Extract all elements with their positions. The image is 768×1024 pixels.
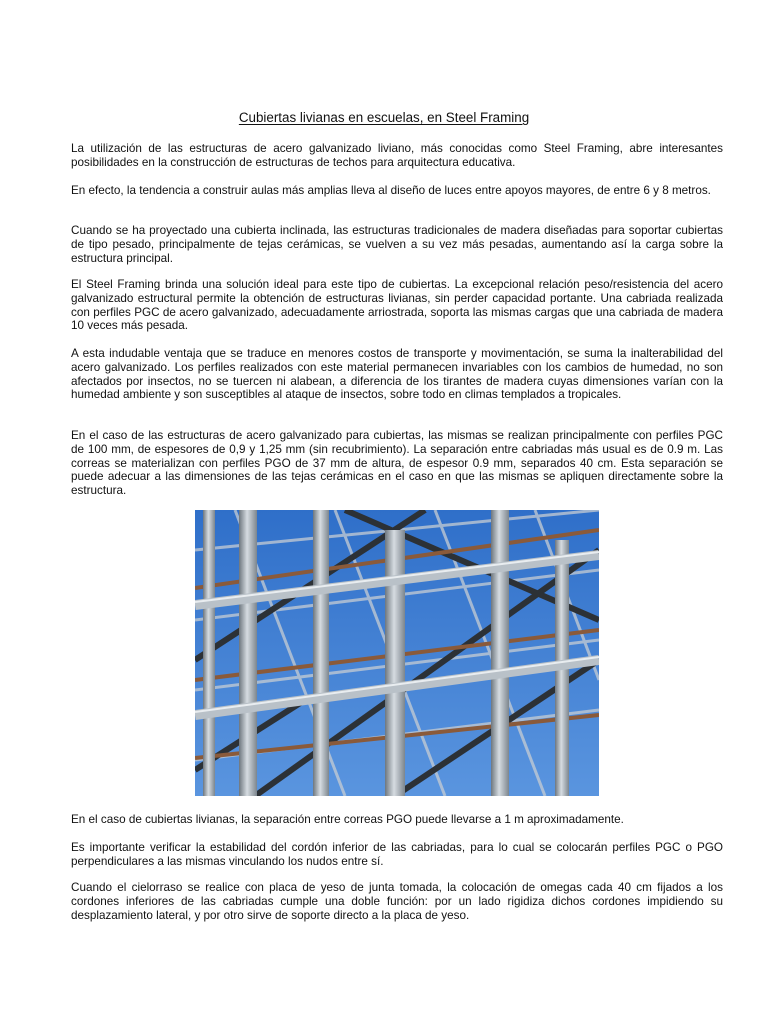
paragraph-estabilidad: Es importante verificar la estabilidad del cordón inferior de las cabriadas, para lo cual se colocarán perfiles PGC o PGO perpendiculares a las mismas vinculando los nudos entre sí. [71, 841, 723, 868]
paragraph-intro: La utilización de las estructuras de acero galvanizado liviano, más conocidas como Steel Framing, abre interesantes posibilidades en la construcción de estructuras de techos para arquitectura educativa. [71, 142, 723, 169]
paragraph-luces: En efecto, la tendencia a construir aulas más amplias lleva al diseño de luces entre apoyos mayores, de entre 6 y 8 metros. [71, 184, 711, 197]
paragraph-correas-livianas: En el caso de cubiertas livianas, la separación entre correas PGO puede llevarse a 1 m aproximadamente. [71, 813, 624, 826]
paragraph-steel-framing: El Steel Framing brinda una solución ideal para este tipo de cubiertas. La excepcional relación peso/resistencia del acero galvanizado estructural permite la obtención de estructuras livianas, sin perder capacidad portante. Una cabriada realizada con perfiles PGC de acero galvanizado, adecuadamente arriostrada, soporta las mismas cargas que una cabriada de madera 10 veces más pesada. [71, 278, 723, 333]
document-title: Cubiertas livianas en escuelas, en Steel Framing [238, 110, 530, 125]
paragraph-perfiles: En el caso de las estructuras de acero galvanizado para cubiertas, las mismas se realizan principalmente con perfiles PGC de 100 mm, de espesores de 0,9 y 1,25 mm (sin recubrimiento). La separación entre cabriadas más usual es de 0.9 m. Las correas se materializan con perfiles PGO de 37 mm de altura, de espesor 0.9 mm, separados 40 cm. Esta separación se puede adecuar a las dimensiones de las tejas cerámicas en el caso en que las mismas se apliquen directamente sobre la estructura. [71, 429, 723, 498]
steel-truss-photo [195, 510, 599, 796]
paragraph-cielorraso: Cuando el cielorraso se realice con placa de yeso de junta tomada, la colocación de omegas cada 40 cm fijados a los cordones inferiores de las cabriadas cumple una doble función: por un lado rigidiza dichos cordones impidiendo su desplazamiento lateral, y por otro sirve de soporte directo a la placa de yeso. [71, 881, 723, 922]
paragraph-cubierta-inclinada: Cuando se ha proyectado una cubierta inclinada, las estructuras tradicionales de madera diseñadas para soportar cubiertas de tipo pesado, principalmente de tejas cerámicas, se vuelven a su vez más pesadas, aumentando así la carga sobre la estructura principal. [71, 224, 723, 265]
paragraph-ventajas: A esta indudable ventaja que se traduce en menores costos de transporte y movimentación, se suma la inalterabilidad del acero galvanizado. Los perfiles realizados con este material permanecen invariables con los cambios de humedad, no son afectados por insectos, no se tuercen ni alabean, a diferencia de los tirantes de madera cuyas dimensiones varían con la humedad ambiente y son susceptibles al ataque de insectos, sobre todo en climas templados a tropicales. [71, 347, 723, 402]
